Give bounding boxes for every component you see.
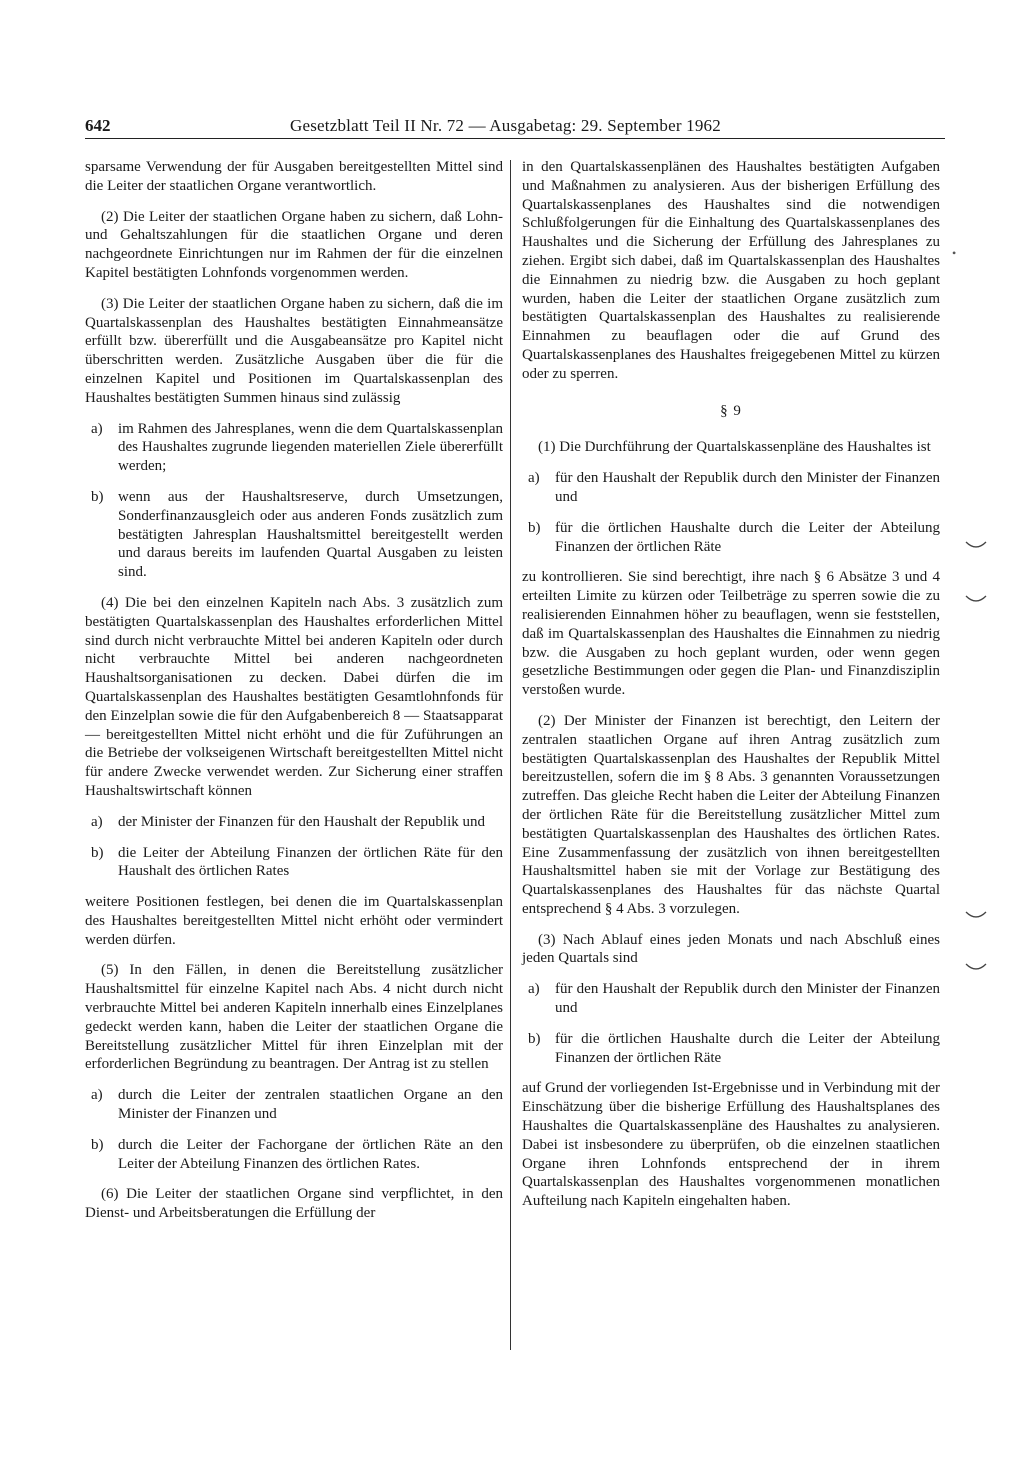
paragraph: weitere Positionen festlegen, bei denen die im Quartalskassenplan des Haushaltes bereitgestellten Mittel nicht erhöht oder vermindert werden dürfen. (85, 894, 503, 948)
list-item-label: a) (91, 420, 103, 437)
list-item-text: wenn aus der Haushaltsreserve, durch Umsetzungen, Sonderfinanzausgleich oder aus anderen Fonds zusätzlich zum bestätigten Jahresplan Haushaltsmittel bereitgestellt werden und daraus bereits im laufenden Quartal Ausgaben zu leisten sind. (118, 488, 503, 581)
list-item-label: b) (528, 1030, 541, 1047)
list-item (522, 519, 940, 557)
margin-scan-mark (965, 910, 987, 920)
list-item-text: durch die Leiter der zentralen staatlichen Organe an den Minister der Finanzen und (118, 1087, 503, 1123)
list-item-label: b) (528, 519, 541, 536)
paragraph: (6) Die Leiter der staatlichen Organe sind verpflichtet, in den Dienst- und Arbeitsberatungen die Erfüllung der (85, 1186, 503, 1222)
paragraph: (2) Der Minister der Finanzen ist berechtigt, den Leitern der zentralen staatlichen Organe auf ihren Antrag zusätzlich zum bestätigten Quartalskassenplan des Haushaltes der Republik Mittel bereitzustellen, sofern die im § 8 Abs. 3 genannten Voraussetzungen zutreffen. Das gleiche Recht haben die Leiter der Abteilung Finanzen der örtlichen Räte für die Bereitstellung zusätzlicher Mittel zum bestätigten Quartalskassenplan des Haushaltes des örtlichen Rates. Eine Zusammenfassung der zusätzlich von ihnen bereitgestellten Haushaltsmittel haben sie mit der Vorlage zur Bestätigung des Quartalskassenplanes des Haushaltes für das nächste Quartal entsprechend § 4 Abs. 3 vorzulegen. (522, 712, 940, 917)
list-item-text: im Rahmen des Jahresplanes, wenn die dem Quartalskassenplan des Haushaltes zugrunde liegenden materiellen Ziele übererfüllt werden; (118, 420, 503, 475)
list-item (85, 813, 503, 832)
list-item (522, 980, 940, 1018)
paragraph: (5) In den Fällen, in denen die Bereitstellung zusätzlicher Haushaltsmittel für einzelne Kapitel nach Abs. 4 nicht durch nicht verbrauchte Mittel bei anderen Kapiteln innerhalb eines Einzelplanes gedeckt werden kann, haben die Leiter der staatlichen Organe die Bereitstellung zusätzlicher Mittel für ihren Einzelplan mit der erforderlichen Begründung zu beantragen. Der Antrag ist zu stellen (85, 962, 503, 1073)
paragraph: (4) Die bei den einzelnen Kapiteln nach Abs. 3 zusätzlich zum bestätigten Quartalskassenplan des Haushaltes erforderlichen Mittel sind durch nicht verbrauchte Mittel bei anderen Kapiteln oder durch nicht verbrauchte Mittel bei anderen nachgeordneten Haushaltsorganisationen zu decken. Dabei dürfen die im Quartalskassenplan des Haushaltes bestätigten Gesamtlohnfonds für den Einzelplan sowie die für den Aufgabenbereich 8 — Staatsapparat — bereitgestellten Mittel nicht erhöht und die für Zuführungen an die Betriebe der volkseigenen Wirtschaft bereitgestellten Mittel nicht für andere Zwecke verwendet werden. Zur Sicherung einer straffen Haushaltswirtschaft können (85, 594, 503, 799)
list-item-text: für die örtlichen Haushalte durch die Leiter der Abteilung Finanzen der örtlichen Räte (555, 519, 940, 555)
paragraph: in den Quartalskassenplänen des Haushaltes bestätigten Aufgaben und Maßnahmen zu analysieren. Aus der bisherigen Erfüllung des Quartalskassenplanes des Haushaltes sind die notwendigen Schlußfolgerungen für die Einhaltung des Quartalskassenplanes des Haushaltes und die Sicherung der Erfüllung des Jahresplanes zu ziehen. Ergibt sich dabei, daß im Quartalskassenplan des Haushaltes die Einnahmen zu niedrig bzw. die Ausgaben zu hoch geplant wurden, haben die Leiter der staatlichen Organe zusätzlich zum bestätigten Quartalskassenplan des Haushaltes zu realisierende Einnahmen zu beauflagen oder die auf Grund des Quartalskassenplanes des Haushaltes freigegebenen Mittel zu kürzen oder zu sperren. (522, 159, 940, 382)
paragraph: (3) Die Leiter der staatlichen Organe haben zu sichern, daß die im Quartalskassenplan des Haushaltes bestätigten Einnahmeansätze erfüllt bzw. übererfüllt und die Ausgabeansätze pro Kapitel nicht überschritten werden. Zusätzliche Ausgaben über die für die einzelnen Kapitel und Positionen im Quartalskassenplan des Haushaltes bestätigten Summen hinaus sind zulässig (85, 295, 503, 406)
list-item (85, 420, 503, 476)
list-item-text: für den Haushalt der Republik durch den Minister der Finanzen und (555, 981, 940, 1017)
list-item-label: b) (91, 844, 104, 861)
list-item-text: der Minister der Finanzen für den Haushalt der Republik und (118, 813, 485, 830)
margin-dot-mark: • (952, 246, 957, 260)
section-heading: § 9 (720, 402, 742, 419)
margin-scan-mark (965, 540, 987, 550)
left-column (85, 158, 503, 1235)
paragraph: (3) Nach Ablauf eines jeden Monats und nach Abschluß eines jeden Quartals sind (522, 931, 940, 967)
margin-scan-mark (965, 962, 987, 972)
list-item-text: für den Haushalt der Republik durch den Minister der Finanzen und (555, 470, 940, 505)
column-divider (510, 160, 511, 1350)
page-number: 642 (85, 116, 111, 135)
list-item-label: b) (91, 488, 104, 505)
page-header (85, 116, 945, 139)
paragraph: zu kontrollieren. Sie sind berechtigt, ihre nach § 6 Absätze 3 und 4 erteilten Limite zu kürzen oder Teilbeträge zu sperren sowie die zu realisierenden Einnahmen höher zu beauflagen, wenn sie feststellen, daß im Quartalskassenplan des Haushaltes die Einnahmen zu niedrig bzw. die Ausgaben zu hoch geplant wurden, oder wenn gegen gesetzliche Bestimmungen oder gegen die Plan- und Finanzdisziplin verstoßen wurde. (522, 569, 940, 699)
list-item (85, 844, 503, 882)
list-item-label: a) (91, 1087, 103, 1104)
list-item (85, 1136, 503, 1174)
right-column (522, 158, 940, 1223)
paragraph: sparsame Verwendung der für Ausgaben bereitgestellten Mittel sind die Leiter der staatlichen Organe verantwortlich. (85, 159, 503, 194)
paragraph: auf Grund der vorliegenden Ist-Ergebnisse und in Verbindung mit der Einschätzung über die bisherige Erfüllung des Haushaltsplanes des Haushaltes die Quartalskassenpläne des Haushaltes zu analysieren. Dabei ist insbesondere zu überprüfen, ob die einzelnen staatlichen Organe ihren Lohnfonds entsprechend der in ihrem Quartalskassenplan des Haushaltes vorgenommenen monatlichen Aufteilung nach Kapiteln eingehalten haben. (522, 1080, 940, 1210)
paragraph: (1) Die Durchführung der Quartalskassenpläne des Haushaltes ist (538, 439, 931, 456)
list-item-label: a) (528, 981, 540, 998)
list-item-label: b) (91, 1136, 104, 1153)
list-item-text: durch die Leiter der Fachorgane der örtlichen Räte an den Leiter der Abteilung Finanzen des örtlichen Rates. (118, 1136, 503, 1172)
margin-scan-mark (965, 594, 987, 604)
list-item-label: a) (91, 813, 103, 830)
list-item (85, 488, 503, 582)
list-item-text: für die örtlichen Haushalte durch die Leiter der Abteilung Finanzen der örtlichen Räte (555, 1030, 940, 1066)
list-item-text: die Leiter der Abteilung Finanzen der örtlichen Räte für den Haushalt des örtlichen Rates (118, 844, 503, 880)
list-item (85, 1086, 503, 1124)
paragraph: (2) Die Leiter der staatlichen Organe haben zu sichern, daß Lohn- und Gehaltszahlungen für die staatlichen Organe und deren nachgeordnete Einrichtungen nur im Rahmen der für die einzelnen Kapitel bestätigten Lohnfonds vorgenommen werden. (85, 208, 503, 281)
header-title: Gesetzblatt Teil II Nr. 72 — Ausgabetag: 29. September 1962 (290, 116, 721, 135)
list-item (522, 469, 940, 507)
list-item (522, 1030, 940, 1068)
list-item-label: a) (528, 470, 540, 487)
